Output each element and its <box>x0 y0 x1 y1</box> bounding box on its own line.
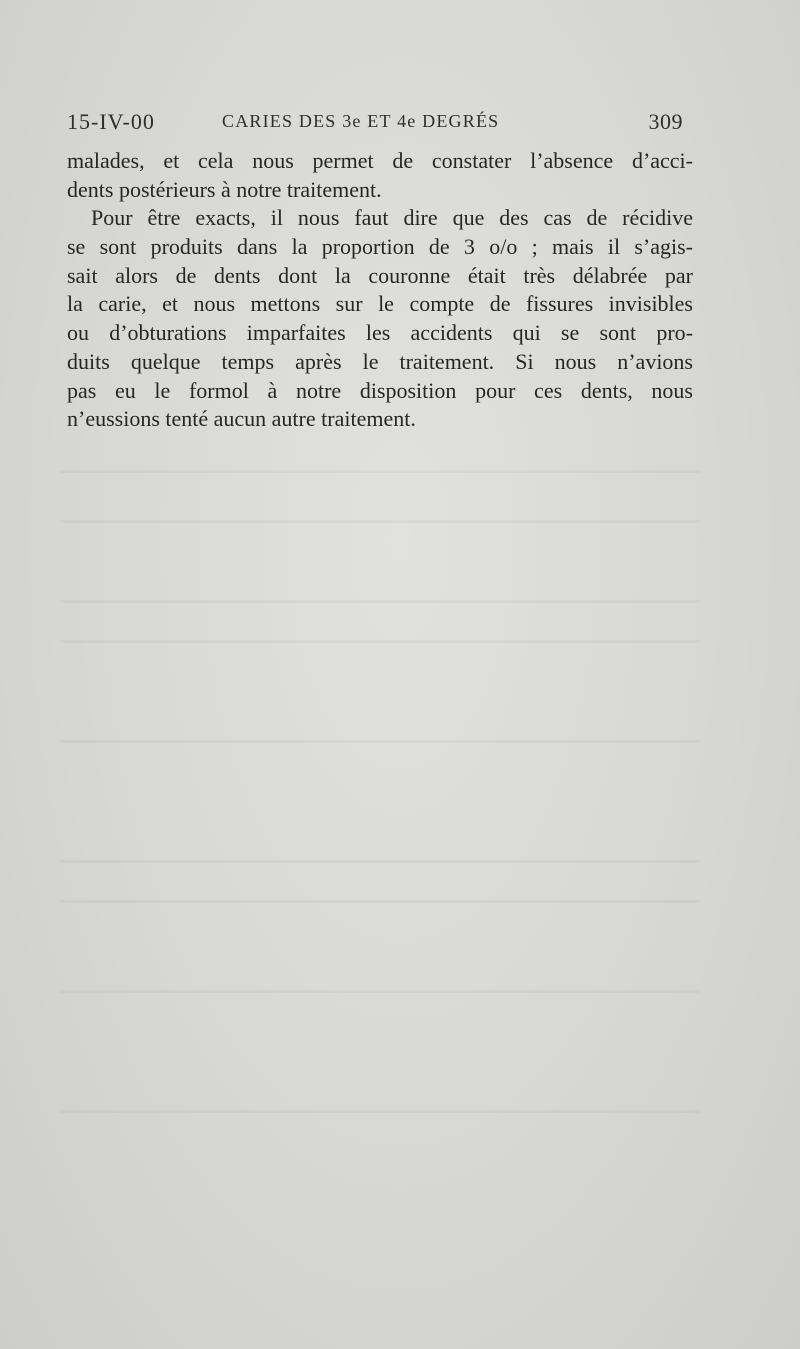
text-line: n’eussions tenté aucun autre traitement. <box>67 406 416 432</box>
header-title: CARIES DES 3e ET 4e DEGRÉS <box>222 111 500 131</box>
bleed-through-mark <box>60 470 700 473</box>
bleed-through-mark <box>60 520 700 523</box>
header-date: 15-IV-00 <box>67 109 155 134</box>
bleed-through-mark <box>60 860 700 863</box>
page-number: 309 <box>648 109 683 134</box>
text-line: la carie, et nous mettons sur le compte de fissures invisibles <box>67 291 693 317</box>
bleed-through-mark <box>60 600 700 603</box>
bleed-through-mark <box>60 640 700 643</box>
paragraph <box>67 147 693 204</box>
bleed-through-mark <box>60 740 700 743</box>
text-line: se sont produits dans la proportion de 3 o/o ; mais il s’agis- <box>67 234 693 260</box>
text-line: sait alors de dents dont la couronne était très délabrée par <box>67 262 693 288</box>
text-line: malades, et cela nous permet de constater l’absence d’acci- <box>67 148 693 173</box>
body-text <box>67 147 693 434</box>
bleed-through-mark <box>60 990 700 993</box>
text-line: pas eu le formol à notre disposition pour ces dents, nous <box>67 377 693 403</box>
text-line: Pour être exacts, il nous faut dire que des cas de récidive <box>91 205 693 231</box>
bleed-through-mark <box>60 900 700 903</box>
text-line: ou d’obturations imparfaites les accidents qui se sont pro- <box>67 320 693 346</box>
running-header <box>67 109 683 139</box>
bleed-through-mark <box>60 1110 700 1113</box>
text-line: duits quelque temps après le traitement. Si nous n’avions <box>67 348 693 374</box>
text-line: dents postérieurs à notre traitement. <box>67 176 382 202</box>
paragraph <box>67 204 693 434</box>
